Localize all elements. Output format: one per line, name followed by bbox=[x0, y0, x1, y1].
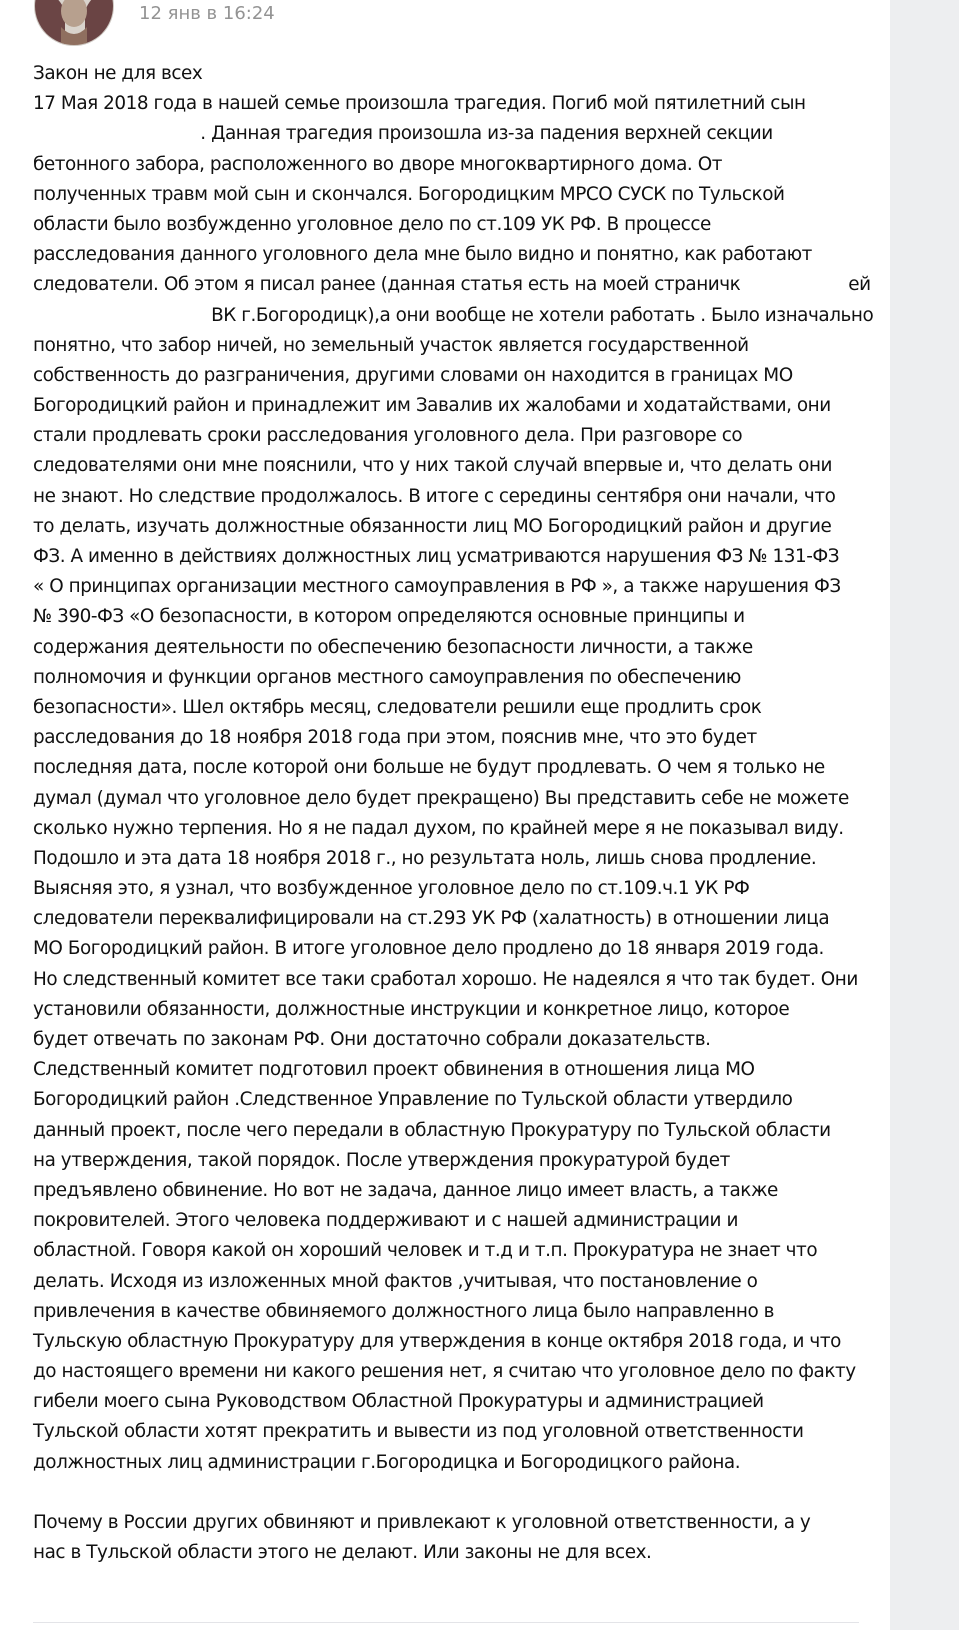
post-divider bbox=[33, 1622, 859, 1623]
post-line: МО Богородицкий район. В итоге уголовное дело продлено до 18 января 2019 года. bbox=[33, 938, 824, 960]
post-line: то делать, изучать должностные обязанности лиц МО Богородицкий район и другие bbox=[33, 515, 832, 537]
post-line: стали продлевать сроки расследования уголовного дела. При разговоре со bbox=[33, 425, 743, 447]
post-line: последняя дата, после которой они больше не будут продлевать. О чем я только не bbox=[33, 757, 825, 779]
post-line: следователями они мне пояснили, что у них такой случай впервые и, что делать они bbox=[33, 455, 833, 477]
post-line: думал (думал что уголовное дело будет прекращено) Вы представить себе не можете bbox=[33, 787, 849, 809]
post-text bbox=[33, 59, 874, 1568]
post-line: должностных лиц администрации г.Богородицка и Богородицкого района. bbox=[33, 1451, 741, 1473]
post-line: Следственный комитет подготовил проект обвинения в отношения лица МО bbox=[33, 1059, 755, 1081]
post-line: сколько нужно терпения. Но я не падал духом, по крайней мере я не показывал виду. bbox=[33, 817, 844, 839]
post-line: Подошло и эта дата 18 ноября 2018 г., но результата ноль, лишь снова продление. bbox=[33, 847, 817, 869]
post-line: расследования до 18 ноября 2018 года при этом, пояснив мне, что это будет bbox=[33, 727, 757, 749]
post-line: до настоящего времени ни какого решения нет, я считаю что уголовное дело по факту bbox=[33, 1361, 856, 1383]
post-line: ФЗ. А именно в действиях должностных лиц усматриваются нарушения ФЗ № 131-ФЗ bbox=[33, 546, 840, 567]
post-line: не знают. Но следствие продолжалось. В итоге с середины сентября они начали, что bbox=[33, 485, 836, 507]
post-line: Богородицкий район .Следственное Управление по Тульской области утвердило bbox=[33, 1089, 793, 1111]
post-line: гибели моего сына Руководством Областной Прокуратуры и администрацией bbox=[33, 1391, 764, 1413]
post-line: на утверждения, такой порядок. После утверждения прокуратурой будет bbox=[33, 1149, 730, 1171]
post-line: будет отвечать по законам РФ. Они достаточно собрали доказательств. bbox=[33, 1029, 711, 1050]
post-line: данный проект, после чего передали в областную Прокуратуру по Тульской области bbox=[33, 1119, 831, 1141]
post-line: следователи переквалифицировали на ст.293 УК РФ (халатность) в отношении лица bbox=[33, 908, 830, 930]
post-line: . Данная трагедия произошла из-за падения верхней секции bbox=[33, 123, 773, 145]
post-line: Почему в России других обвиняют и привлекают к уголовной ответственности, а у bbox=[33, 1512, 811, 1533]
post-line: делать. Исходя из изложенных мной фактов ,учитывая, что постановление о bbox=[33, 1270, 758, 1292]
post-line: полученных травм мой сын и скончался. Богородицким МРСО СУСК по Тульской bbox=[33, 183, 785, 205]
post-line: безопасности». Шел октябрь месяц, следователи решили еще продлить срок bbox=[33, 696, 762, 718]
post-line: № 390-ФЗ «О безопасности, в котором определяются основные принципы и bbox=[33, 606, 745, 628]
page-gutter bbox=[890, 0, 959, 1630]
post-line: установили обязанности, должностные инструкции и конкретное лицо, которое bbox=[33, 998, 790, 1020]
post-line: « О принципах организации местного самоуправления в РФ », а также нарушения ФЗ bbox=[33, 576, 841, 598]
post-line: привлечения в качестве обвиняемого должностного лица было направленно в bbox=[33, 1300, 775, 1322]
post-line: Тульской области хотят прекратить и вывести из под уголовной ответственности bbox=[33, 1421, 804, 1443]
post-line: предъявлено обвинение. Но вот не задача, данное лицо имеет власть, а также bbox=[33, 1179, 778, 1201]
post-line: расследования данного уголовного дела мне было видно и понятно, как работают bbox=[33, 244, 812, 266]
post-blank-line bbox=[33, 1478, 863, 1508]
post-line: понятно, что забор ничей, но земельный участок является государственной bbox=[33, 334, 749, 356]
post-line: области было возбужденно уголовное дело по ст.109 УК РФ. В процессе bbox=[33, 213, 711, 235]
post-line: Но следственный комитет все таки сработал хорошо. Не надеялся я что так будет. Они bbox=[33, 968, 858, 990]
post-line: содержания деятельности по обеспечению безопасности личности, а также bbox=[33, 636, 753, 658]
post-line: покровителей. Этого человека поддерживают и с нашей администрации и bbox=[33, 1210, 738, 1232]
post-line: полномочия и функции органов местного самоуправления по обеспечению bbox=[33, 666, 741, 688]
post-line: Тульскую областную Прокуратуру для утверждения в конце октября 2018 года, и что bbox=[33, 1330, 841, 1352]
post-line: 17 Мая 2018 года в нашей семье произошла трагедия. Погиб мой пятилетний сын bbox=[33, 93, 806, 115]
post-line: нас в Тульской области этого не делают. Или законы не для всех. bbox=[33, 1542, 652, 1564]
post-line: Богородицкий район и принадлежит им Завалив их жалобами и ходатайствами, они bbox=[33, 395, 831, 417]
post-date-link[interactable]: 12 янв в 16:24 bbox=[139, 3, 275, 24]
post-line: областной. Говоря какой он хороший человек и т.д и т.п. Прокуратура не знает что bbox=[33, 1240, 818, 1262]
post-line: Выясняя это, я узнал, что возбужденное уголовное дело по ст.109.ч.1 УК РФ bbox=[33, 878, 750, 900]
post-line: бетонного забора, расположенного во дворе многоквартирного дома. От bbox=[33, 153, 722, 175]
post-line: ВК г.Богородицк),а они вообще не хотели работать . Было изначально bbox=[33, 304, 874, 326]
post-line: следователи. Об этом я писал ранее (данная статья есть на моей страничк ей bbox=[33, 274, 871, 296]
author-avatar[interactable] bbox=[34, 0, 114, 46]
post-title: Закон не для всех bbox=[33, 63, 203, 84]
post-line: собственность до разграничения, другими словами он находится в границах МО bbox=[33, 364, 793, 386]
avatar-photo-icon bbox=[35, 0, 113, 45]
